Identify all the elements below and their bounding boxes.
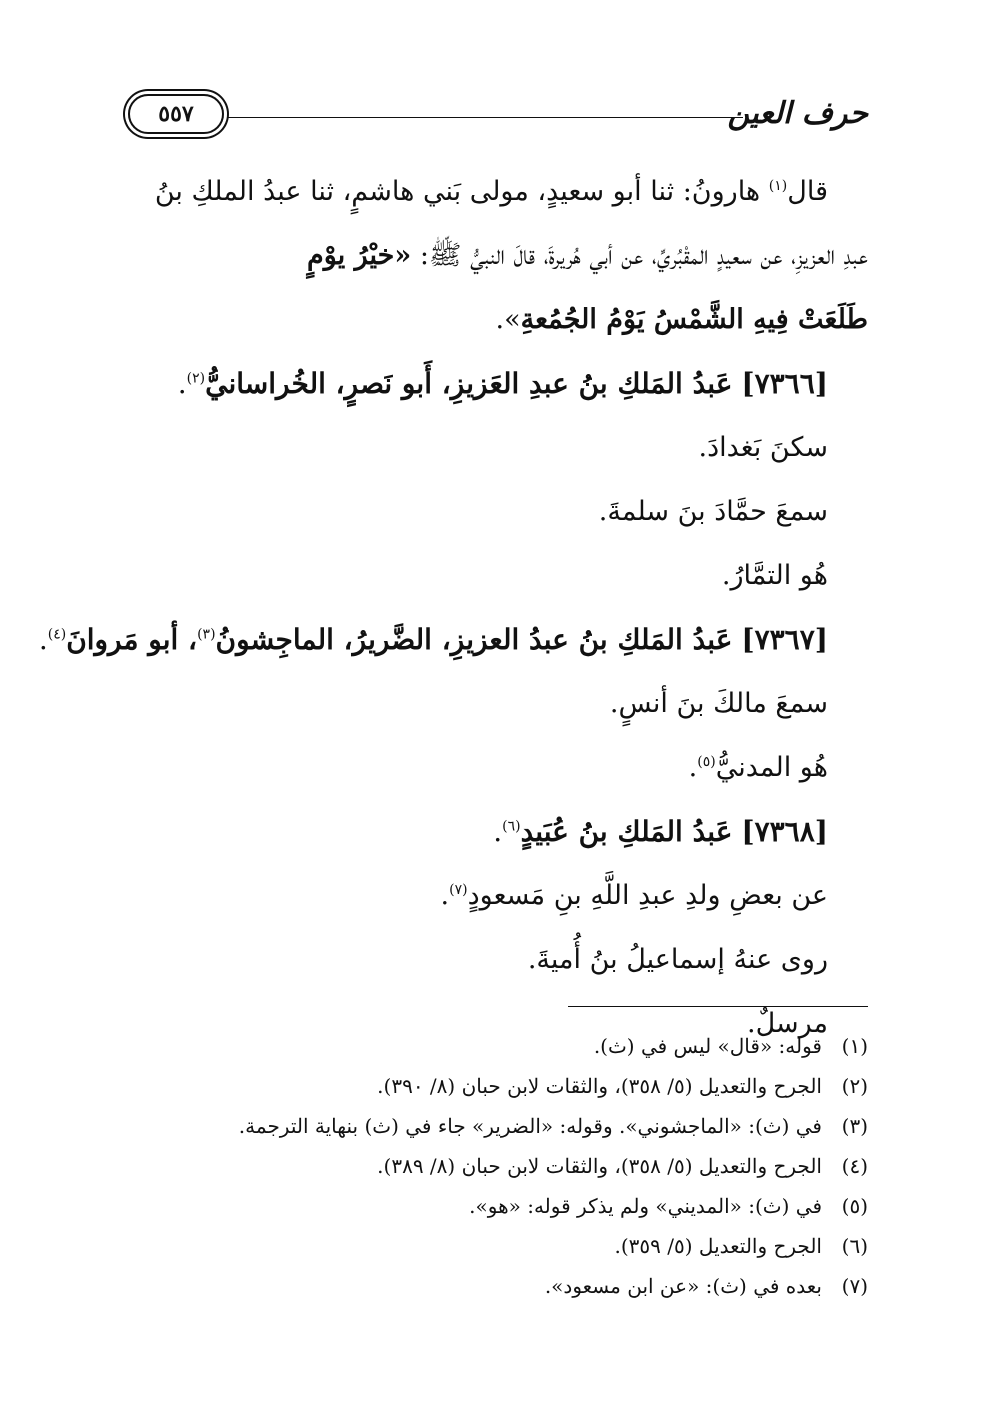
- text-line: [128, 736, 868, 800]
- entry-name: عَبدُ المَلكِ بنُ عبدُ العزيزِ، الضَّريرُ، الماجِشونُ: [215, 623, 733, 656]
- text-segment: هارونُ: ثنا أبو سعيدٍ، مولى بَني هاشمٍ، ثنا عبدُ الملكِ بنُ: [154, 176, 769, 207]
- text-line: سمعَ حمَّادَ بنَ سلمةَ.: [598, 496, 828, 527]
- footnote-number: (٣): [841, 1114, 868, 1138]
- text-segment: .: [38, 623, 48, 656]
- footnote-number: (٧): [841, 1274, 868, 1298]
- footnote-number: (١): [841, 1034, 868, 1058]
- text-line: سكنَ بَغدادَ.: [698, 432, 828, 463]
- footnote: [128, 1146, 868, 1186]
- text-line: مرسلٌ.: [746, 1008, 828, 1039]
- footnote: [128, 1226, 868, 1266]
- entry-number: [٧٣٦٦]: [741, 367, 828, 400]
- entry-name: عَبدُ المَلكِ بنُ عبدِ العَزيزِ، أَبو نَصرٍ، الخُراسانيُّ: [205, 367, 733, 400]
- text-segment: هُو المدنيُّ: [715, 752, 828, 783]
- footnote: [128, 1026, 868, 1066]
- text-segment: .: [688, 752, 698, 783]
- page-header: [128, 92, 868, 142]
- text-line: روى عنهُ إسماعيلُ بنُ أُميةَ.: [527, 944, 828, 975]
- footnote-separator: [568, 1006, 868, 1007]
- footnote-text: الجرح والتعديل (٥/ ٣٥٩).: [614, 1234, 822, 1258]
- footnote: [128, 1266, 868, 1306]
- footnote-ref: (٢): [186, 370, 206, 387]
- running-title: حرف العين: [727, 96, 868, 131]
- footnote-ref: (٧): [449, 882, 468, 898]
- text-segment: .: [177, 367, 187, 400]
- footnote: [128, 1066, 868, 1106]
- entry-heading-7366: [128, 352, 868, 416]
- footnote: [128, 1106, 868, 1146]
- page-number: ٥٥٧: [158, 101, 194, 127]
- text-line: [128, 864, 868, 928]
- footnote-number: (٢): [841, 1074, 868, 1098]
- hadith-text: طَلَعَتْ فِيهِ الشَّمْسُ يَوْمُ الجُمُعةِ: [520, 304, 868, 335]
- text-line: [128, 288, 868, 352]
- text-line: هُو التمَّارُ.: [721, 560, 828, 591]
- text-segment: .: [493, 815, 503, 848]
- footnote-text: بعده في (ث): «عن ابن مسعود».: [544, 1274, 822, 1298]
- footnote-text: في (ث): «الماجشوني». وقوله: «الضرير» جاء في (ث) بنهاية الترجمة.: [238, 1114, 822, 1138]
- entry-heading-7368: [128, 800, 868, 864]
- footnote-text: الجرح والتعديل (٥/ ٣٥٨)، والثقات لابن حبان (٨/ ٣٨٩).: [377, 1154, 822, 1178]
- text-segment: عن بعضِ ولدِ عبدِ اللَّهِ بنِ مَسعودٍ: [467, 880, 828, 911]
- entry-number: [٧٣٦٨]: [741, 815, 828, 848]
- entry-heading-7367: [38, 608, 868, 672]
- footnote-ref: (١): [768, 178, 788, 194]
- hadith-text: «خيْرُ يوْمٍ: [307, 240, 412, 271]
- main-text: [38, 160, 868, 1056]
- footnote-number: (٦): [841, 1234, 868, 1258]
- text-line: [128, 224, 868, 288]
- entry-name: ، أبو مَروانَ: [66, 623, 198, 656]
- entry-name: عَبدُ المَلكِ بنُ عُبَيدٍ: [520, 815, 733, 848]
- footnote-ref: (٥): [697, 754, 716, 770]
- text-segment: .: [440, 880, 450, 911]
- footnote-ref: (٦): [502, 818, 521, 835]
- footnote-text: الجرح والتعديل (٥/ ٣٥٨)، والثقات لابن حبان (٨/ ٣٩٠).: [377, 1074, 822, 1098]
- footnote-number: (٤): [841, 1154, 868, 1178]
- text-segment: عبدِ العزيزِ، عن سعيدٍ المقْبُريِّ، عن أبي هُريرةَ، قالَ النبيُّ ﷺ:: [411, 240, 868, 271]
- footnote-ref: (٤): [47, 626, 67, 643]
- entry-number: [٧٣٦٧]: [741, 623, 828, 656]
- text-segment: ».: [495, 304, 521, 335]
- footnotes: [128, 1026, 868, 1306]
- footnote-text: في (ث): «المديني» ولم يذكر قوله: «هو».: [469, 1194, 822, 1218]
- footnote-text: قوله: «قال» ليس في (ث).: [593, 1034, 822, 1058]
- footnote-number: (٥): [841, 1194, 868, 1218]
- page-number-badge: [128, 94, 224, 134]
- text-segment: قال: [787, 176, 828, 207]
- footnote-ref: (٣): [197, 626, 216, 643]
- text-line: سمعَ مالكَ بنَ أنسٍ.: [609, 688, 828, 719]
- footnote: [128, 1186, 868, 1226]
- text-line: [128, 160, 868, 224]
- header-rule: [228, 117, 743, 118]
